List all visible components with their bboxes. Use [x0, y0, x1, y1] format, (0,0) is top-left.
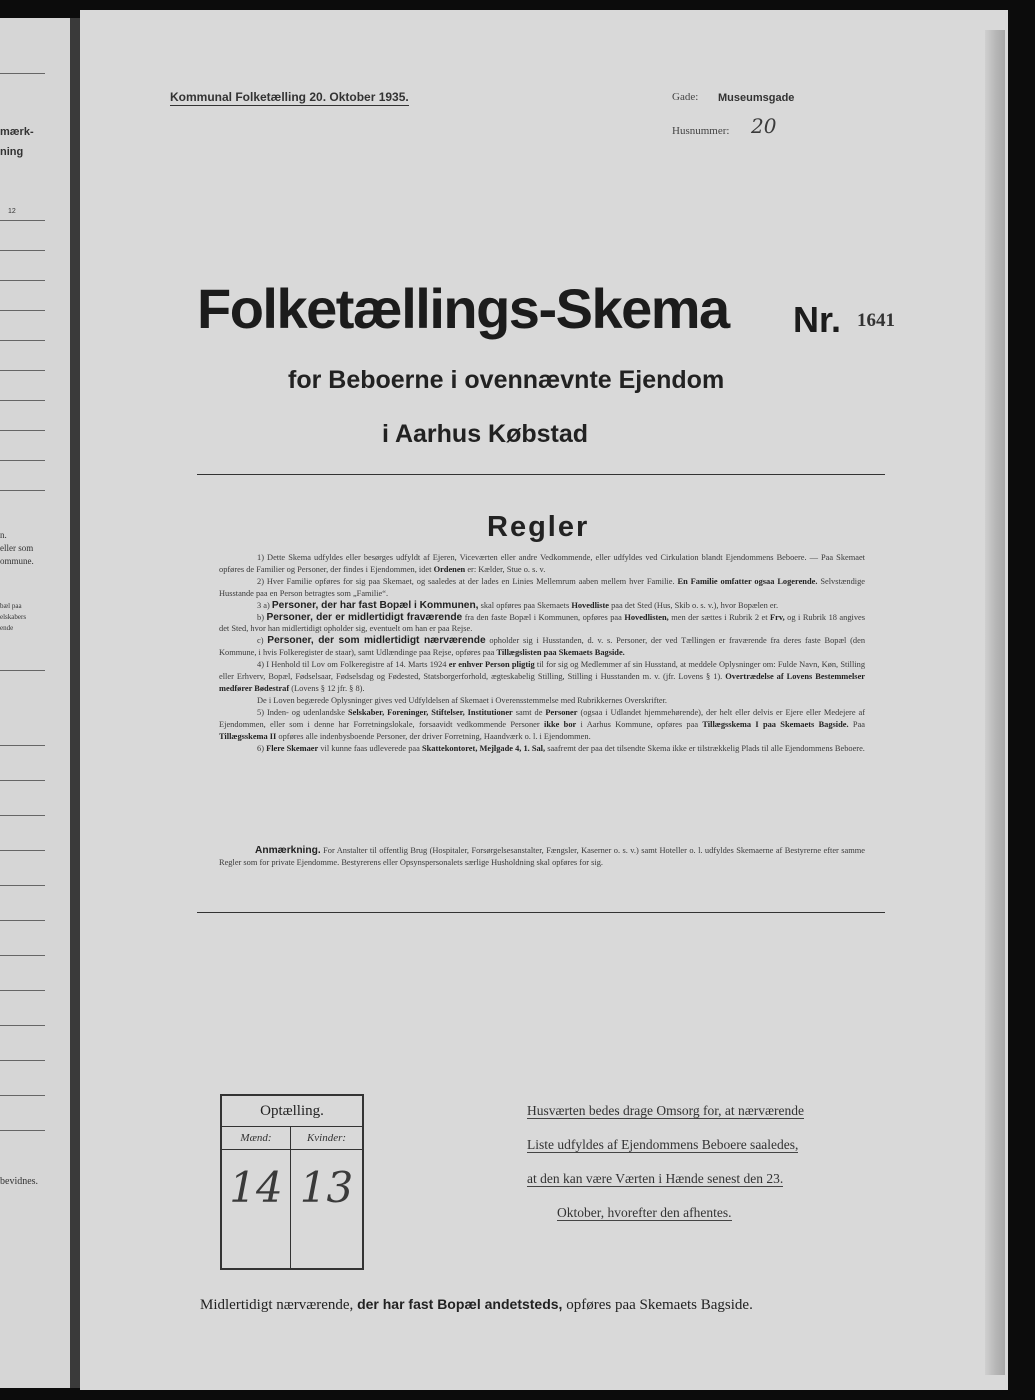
left-page-rule	[0, 780, 45, 781]
rules-text	[219, 552, 865, 754]
left-page-rule	[0, 955, 45, 956]
count-box	[220, 1094, 364, 1270]
left-page-fragment	[0, 18, 70, 1388]
form-subtitle: for Beboerne i ovennævnte Ejendom	[288, 366, 725, 394]
rule-5: 5) Inden- og udenlandske Selskaber, Foreninger, Stiftelser, Institutioner samt de Personer (ogsaa i Udlandet hjemmehørende), der helt eller delvis er Ejere eller Medejere af Ejendommen, eller som i denne har Forretningslokale, forsaavidt vedkommende Personer ikke bor i Aarhus Kommune, opføres paa Tillægsskema I paa Skemaets Bagside. Paa Tillægsskema II opføres alle indenbysboende Personer, der driver Forretning, Haandværk o. l. i Ejendommen.	[219, 707, 866, 741]
left-page-rule	[0, 1025, 45, 1026]
left-page-rule	[0, 400, 45, 401]
women-column	[291, 1127, 362, 1268]
footer-note: Midlertidigt nærværende, der har fast Bopæl andetsteds, opføres paa Skemaets Bagside.	[200, 1296, 753, 1313]
left-page-rule	[0, 280, 45, 281]
street-value: Museumsgade	[718, 92, 795, 104]
form-location: i Aarhus Købstad	[382, 420, 589, 448]
house-number-label: Husnummer:	[672, 125, 730, 137]
rules-heading: Regler	[487, 511, 590, 543]
rule-3a: 3 a) Personer, der har fast Bopæl i Kommunen, skal opføres paa Skemaets Hovedliste paa det Sted (Hus, Skib o. s. v.), hvor Bopælen er.	[257, 599, 779, 611]
census-heading: Kommunal Folketælling 20. Oktober 1935.	[170, 90, 409, 104]
count-box-title: Optælling.	[222, 1096, 362, 1127]
divider	[197, 912, 885, 913]
left-page-rule	[0, 370, 45, 371]
rule-4-note: De i Loven begærede Oplysninger gives ved Udfyldelsen af Skemaet i Overensstemmelse med Rubrikkernes Overskrifter.	[257, 695, 668, 705]
remark	[219, 845, 865, 869]
notice-line: Liste udfyldes af Ejendommens Beboere saaledes,	[527, 1137, 799, 1152]
left-page-col-number: 12	[8, 208, 16, 215]
left-page-text: eller som	[0, 543, 34, 553]
left-page-rule	[0, 850, 45, 851]
left-page-text: ommune.	[0, 556, 34, 566]
left-page-rule	[0, 815, 45, 816]
left-page-rule	[0, 73, 45, 74]
left-page-rule	[0, 220, 45, 221]
left-page-rule	[0, 1130, 45, 1131]
left-page-text: ning	[0, 146, 24, 158]
left-page-rule	[0, 340, 45, 341]
men-count: 14	[229, 1163, 283, 1212]
form-title: Folketællings-Skema	[197, 277, 729, 340]
rule-4: 4) I Henhold til Lov om Folkeregistre af 14. Marts 1924 er enhver Person pligtig til for sig og Medlemmer af sin Husstand, at meddele Oplysninger om: Fulde Navn, Køn, Stilling eller Erhverv, Bopæl, Fødselsaar, Fødselsdag og Fødested, Statsborgerforhold, ægteskabelig Stilling, Stilling i Husstanden m. v. (jfr. Lovens § 1). Overtrædelse af Lovens Bestemmelser medfører Bødestraf (Lovens § 12 jfr. § 8).	[219, 660, 866, 693]
men-column	[222, 1127, 291, 1268]
form-number-value: 1641	[857, 310, 895, 331]
notice-line: Husværten bedes drage Omsorg for, at nærværende	[527, 1103, 805, 1118]
remark-text: Anmærkning. For Anstalter til offentlig Brug (Hospitaler, Forsørgelsesanstalter, Fængsler, Kaserner o. s. v.) samt Hoteller o. l. udfyldes Skemaerne af Bestyrerne efter samme Regler som for private Ejendomme. Bestyrerens eller Opsynspersonalets særlige Husholdning skal opføres for sig.	[219, 845, 865, 867]
street-label: Gade:	[672, 91, 699, 103]
landlord-notice	[527, 1101, 861, 1237]
left-page-rule	[0, 460, 45, 461]
left-page-text: n.	[0, 530, 7, 540]
rule-3c: c) Personer, der som midlertidigt nærværende opholder sig i Husstanden, d. v. s. Personer, der ved Tællingen er fraværende fra deres faste Bopæl (den Kommune, i hvis Folkeregister de staar), samt Udlændinge paa Rejse, opføres paa Tillægslisten paa Skemaets Bagside.	[219, 635, 866, 658]
left-page-text: bæl paa	[0, 602, 22, 610]
left-page-text: mærk-	[0, 126, 34, 138]
left-page-text: bevidnes.	[0, 1176, 39, 1187]
left-page-rule	[0, 670, 45, 671]
left-page-rule	[0, 490, 45, 491]
notice-line: at den kan være Værten i Hænde senest den 23.	[527, 1171, 784, 1186]
left-page-rule	[0, 250, 45, 251]
rule-1: 1) Dette Skema udfyldes eller besørges udfyldt af Ejeren, Viceværten eller andre Vedkommende, eller udfyldes ved Cirkulation blandt Ejendommens Beboere. — Paa Skemaet opføres de Familier og Personer, der findes i Ejendommen, idet Ordenen er: Kælder, Stue o. s. v.	[219, 553, 865, 574]
form-number-label: Nr.	[793, 299, 842, 340]
left-page-rule	[0, 920, 45, 921]
divider	[197, 474, 885, 475]
notice-line: Oktober, hvorefter den afhentes.	[557, 1205, 732, 1220]
women-label: Kvinder:	[291, 1127, 362, 1150]
left-page-rule	[0, 745, 45, 746]
rule-3b: b) Personer, der er midlertidigt fraværende fra den faste Bopæl i Kommunen, opføres paa Hovedlisten, men der sættes i Rubrik 2 et Frv, og i Rubrik 18 angives det Sted, hvor han midlertidigt opholder sig, eventuelt om han er paa Rejse.	[219, 611, 866, 634]
left-page-rule	[0, 310, 45, 311]
rule-2: 2) Hver Familie opføres for sig paa Skemaet, og saaledes at der lades en Linies Mellemrum aaben mellem hver Familie. En Familie omfatter ogsaa Logerende. Selvstændige Husstande paa en Person betragtes som „Familie“.	[219, 576, 866, 598]
house-number-value: 20	[751, 114, 777, 138]
left-page-rule	[0, 430, 45, 431]
rule-6: 6) Flere Skemaer vil kunne faas udleverede paa Skattekontoret, Mejlgade 4, 1. Sal, saafremt der paa det tilsendte Skema ikke er tilstrækkelig Plads til alle Ejendommens Beboere.	[257, 743, 865, 753]
book-gutter	[70, 18, 80, 1388]
left-page-rule	[0, 990, 45, 991]
men-label: Mænd:	[222, 1127, 290, 1150]
page-edge	[985, 30, 1005, 1375]
left-page-rule	[0, 1095, 45, 1096]
left-page-rule	[0, 885, 45, 886]
left-page-rule	[0, 1060, 45, 1061]
left-page-text: ende	[0, 624, 14, 632]
left-page-text: elskabers	[0, 613, 27, 621]
women-count: 13	[299, 1163, 354, 1212]
